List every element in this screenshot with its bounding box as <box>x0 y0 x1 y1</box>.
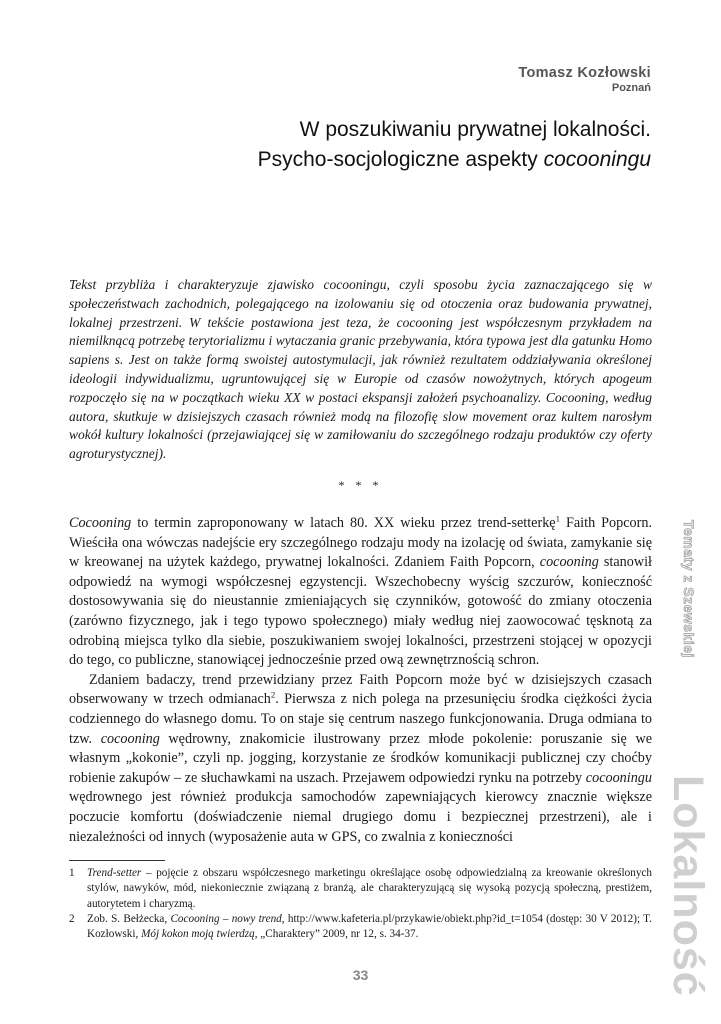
text-run: . Pierwsza z nich polega na przesunięciu środka ciężkości życia codziennego do własnego domu. To on staje się centrum naszego funkcjonowania. Druga odmiana to tzw. <box>69 691 652 747</box>
footnote-number: 2 <box>69 912 75 925</box>
footnote-title: Cocooning – nowy trend <box>170 912 282 925</box>
article-body <box>69 514 652 847</box>
footnote-term: Trend-setter <box>87 867 142 879</box>
text-run: to termin zaproponowany w latach 80. XX wieku przez trend-setterkę <box>131 515 556 531</box>
footnote-divider <box>69 860 165 861</box>
text-run: wędrownego jest również produkcja samochodów zapewniających kierowcy znacznie większe poczucie komfortu (doświadczenie niemal drugiego domu i bezpiecznej przestrzeni), ale i niezależności od innych (wyposażenie auta w GPS, co zwalnia z konieczności <box>69 789 652 845</box>
abstract: Tekst przybliża i charakteryzuje zjawisko cocooningu, czyli sposobu życia zaznaczającego się w społeczeństwach zachodnich, polegającego na izolowaniu się od otoczenia oraz budowania prywatnej, lokalnej przestrzeni. W tekście postawiona jest teza, że cocooning jest współczesnym przykładem na niemilknącą potrzebę terytorializmu i wytaczania granic przebywania, która typowa jest dla gatunku Homo sapiens s. Jest on także formą swoistej autostymulacji, jak również rezultatem oddziaływania określonej ideologii indywidualizmu, ugruntowującej się w Europie od czasów nowożytnych, których apogeum rozpoczęło się na w początkach wieku XX w postaci ekspansji założeń psychoanalizy. Cocooning, według autora, skutkuje w dzisiejszych czasach również modą na filozofię slow movement oraz kultem narosłym wokół kultury lokalności (przejawiającej się w zamiłowaniu do szczególnego rodzaju produktów czy oferty agroturystycznej). <box>69 277 652 462</box>
footnote-ref-1[interactable]: 1 <box>555 513 560 524</box>
title-line-2 <box>258 145 651 175</box>
title-line-1: W poszukiwaniu prywatnej lokalności. <box>299 118 651 141</box>
italic-term: cocooning <box>539 554 599 571</box>
title-line-2-text: Psycho-socjologiczne aspekty <box>257 148 544 171</box>
title-line-2-italic: cocooningu <box>543 148 651 171</box>
italic-term: Cocooning <box>69 515 132 531</box>
footnote-link-text[interactable]: , http://www.kafeteria.pl/przykawie/obiekt.php?id_t=1054 (dostęp: 30 V 2012); T. Kozłowski, <box>87 912 652 941</box>
text-run: Faith Popcorn. Wieściła ona wówczas nadejście ery szczególnego rodzaju mody na izolację od świata, zamykanie się w kreowanej na użytek każdego, prywatnej lokalności. Zdaniem Faith Popcorn, <box>69 515 652 571</box>
section-separator: * * * <box>338 478 383 492</box>
footnote-2 <box>69 912 652 943</box>
paragraph-2 <box>69 671 652 847</box>
footnote-text: , „Charaktery” 2009, nr 12, s. 34-37. <box>254 928 419 941</box>
text-run: Zdaniem badaczy, trend przewidziany przez Faith Popcorn może być w dzisiejszych czasach obserwowany w trzech odmianach <box>69 671 652 708</box>
footnote-ref-2[interactable]: 2 <box>270 689 276 700</box>
footnote-1 <box>69 866 652 912</box>
page-number: 33 <box>352 967 369 983</box>
text-run: wędrowny, znakomicie ilustrowany przez młode pokolenie: poruszanie się we własnym „kokonie”, czyli np. jogging, korzystanie ze środków komunikacji publicznej czy choćby robienie zakupów – ze słuchawkami na uszach. Przejawem odpowiedzi rynku na potrzeby <box>69 730 652 786</box>
side-topic-label: Lokalność <box>664 775 712 997</box>
footnote-title: Mój kokon moją twierdzą <box>141 928 255 941</box>
italic-term: cocooningu <box>585 769 652 786</box>
author-name: Tomasz Kozłowski <box>518 65 651 81</box>
author-city: Poznań <box>611 82 651 94</box>
footnote-text: – pojęcie z obszaru współczesnego marketingu określające osobę odpowiedzialną za kreowanie określonych stylów, nawyków, mód, niekoniecznie związaną z branżą, ale charakteryzującą się wysoką pozycją społeczną, prestiżem, autorytetem i charyzmą. <box>87 867 652 910</box>
italic-term: cocooning <box>100 730 160 747</box>
side-section-label: Tematy z Szewskiej <box>681 520 697 658</box>
footnotes <box>69 866 652 942</box>
footnote-number: 1 <box>69 867 75 879</box>
footnote-text: Zob. S. Bełżecka, <box>87 912 171 925</box>
paragraph-1 <box>69 514 652 671</box>
text-run: stanowił odpowiedź na wymogi współczesnej egzystencji. Wszechobecny wyścig szczurów, konieczność dostosowywania się do nieustannie zmieniających się czynników, gotowość do zmiany otoczenia (zarówno fizycznego, jak i tego typowo społecznego) miały według niej zaowocować tęsknotą za odrobiną miejsca tylko dla siebie, poszukiwaniem swojej lokalności, przestrzeni stojącej w opozycji do tego, co publiczne, stanowiącej jednocześnie przed ową zewnętrznością schron. <box>69 554 652 669</box>
author-block <box>518 65 651 94</box>
article-title <box>258 115 651 175</box>
